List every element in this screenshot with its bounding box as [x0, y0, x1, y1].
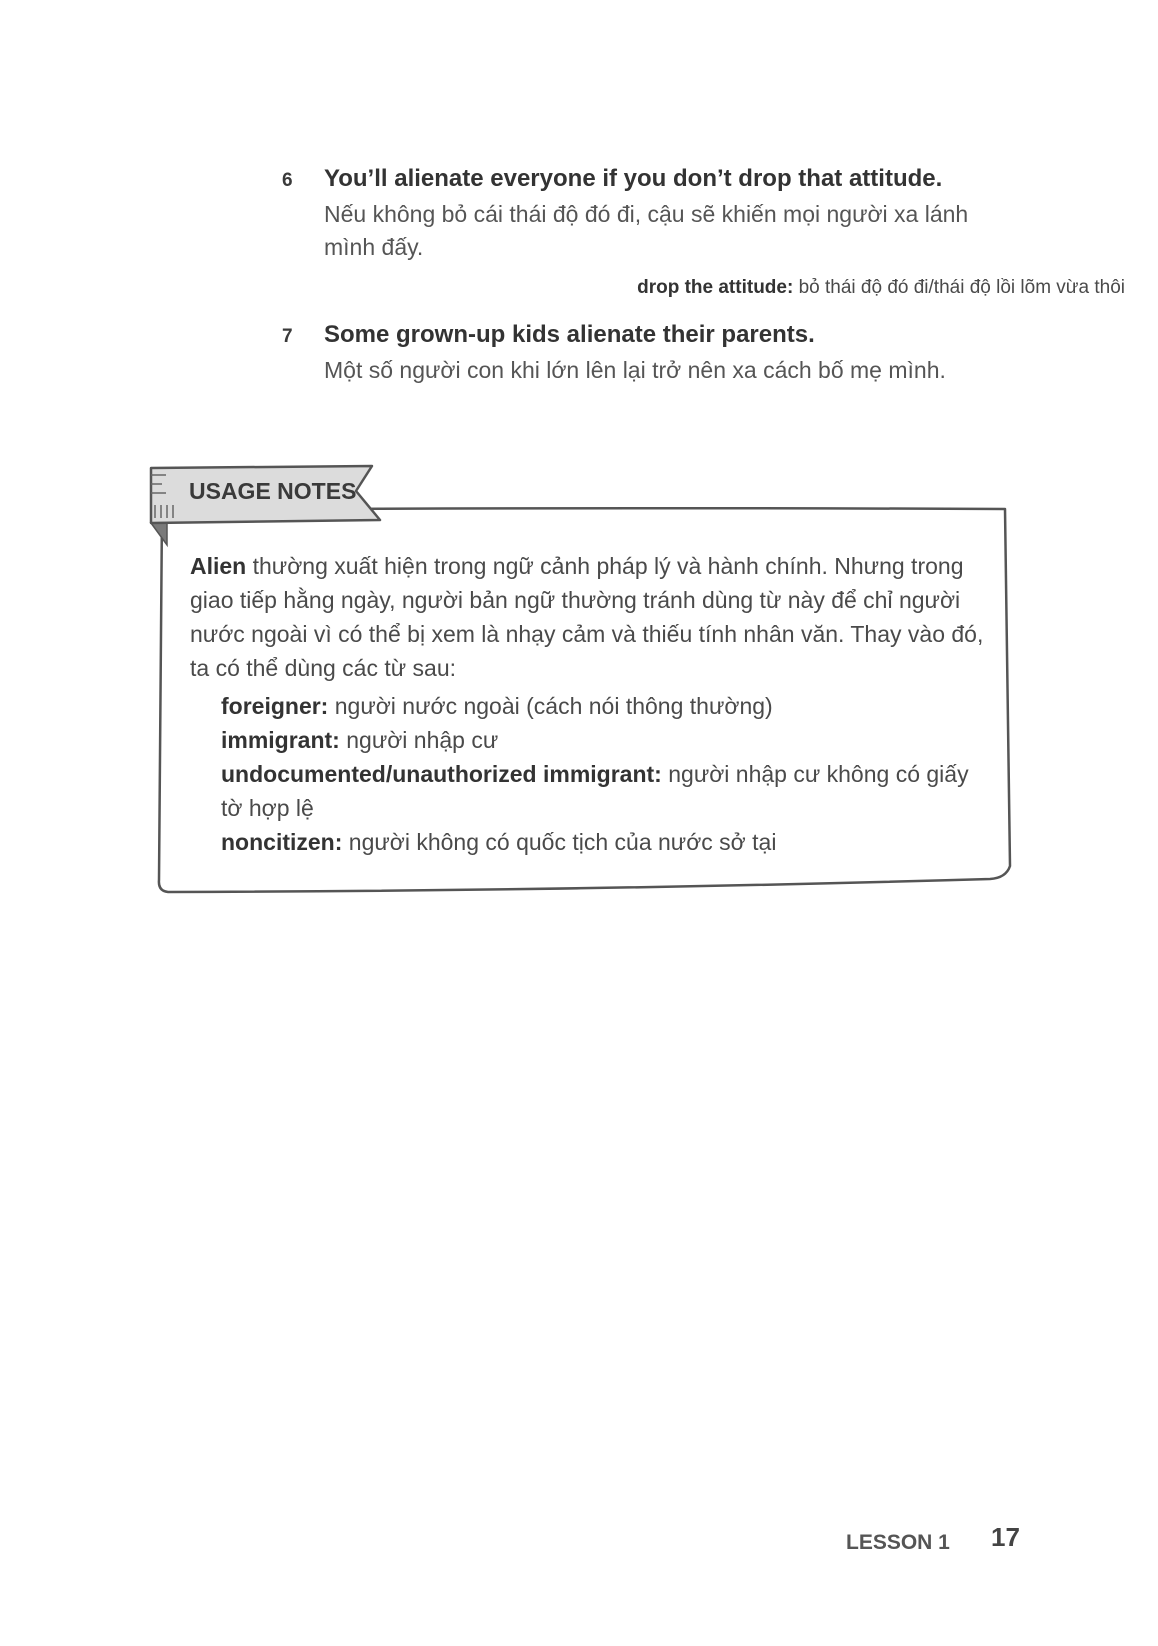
example-number: 6 — [282, 170, 293, 191]
example-number: 7 — [282, 326, 293, 347]
term-item-noncitizen — [190, 825, 990, 859]
vocab-note-term: drop the attitude: — [637, 277, 794, 298]
usage-notes-intro-text: thường xuất hiện trong ngữ cảnh pháp lý và hành chính. Nhưng trong giao tiếp hằng ngày, người bản ngữ thường tránh dùng từ này để chỉ người nước ngoài vì có thể bị xem là nhạy cảm và thiếu tính nhân văn. Thay vào đó, ta có thể dùng các từ sau: — [190, 553, 984, 681]
term-meaning: người nhập cư không có giấy tờ hợp lệ — [221, 761, 969, 821]
usage-notes-title: USAGE NOTES — [189, 478, 357, 504]
term: noncitizen: — [221, 829, 343, 855]
usage-notes-intro — [190, 549, 990, 685]
term: immigrant: — [221, 727, 340, 753]
term-meaning: người nước ngoài (cách nói thông thường) — [328, 693, 773, 719]
term: foreigner: — [221, 693, 329, 719]
term-meaning: người nhập cư — [339, 727, 499, 753]
footer-lesson-label: LESSON 1 — [846, 1531, 950, 1554]
usage-notes-intro-term: Alien — [190, 553, 247, 579]
term-item-undocumented-immigrant — [190, 757, 990, 825]
example-english-sentence: You’ll alienate everyone if you don’t drop that attitude. — [324, 165, 943, 192]
footer-page-number: 17 — [991, 1522, 1020, 1552]
usage-notes-term-list — [190, 689, 990, 859]
term-item-foreigner — [190, 689, 990, 723]
term-item-immigrant — [190, 723, 990, 757]
example-english-sentence: Some grown-up kids alienate their parents. — [324, 321, 815, 348]
term-meaning: người không có quốc tịch của nước sở tại — [342, 829, 777, 855]
usage-notes-banner-fold — [151, 523, 167, 545]
term: undocumented/unauthorized immigrant: — [221, 761, 662, 787]
example-vietnamese-translation: Một số người con khi lớn lên lại trở nên xa cách bố mẹ mình. — [324, 357, 946, 383]
example-vietnamese-translation: Nếu không bỏ cái thái độ đó đi, cậu sẽ khiến mọi người xa lánh mình đấy. — [324, 201, 969, 260]
usage-notes-body — [190, 549, 990, 859]
vocab-note-meaning: bỏ thái độ đó đi/thái độ lồi lõm vừa thôi — [793, 277, 1125, 298]
